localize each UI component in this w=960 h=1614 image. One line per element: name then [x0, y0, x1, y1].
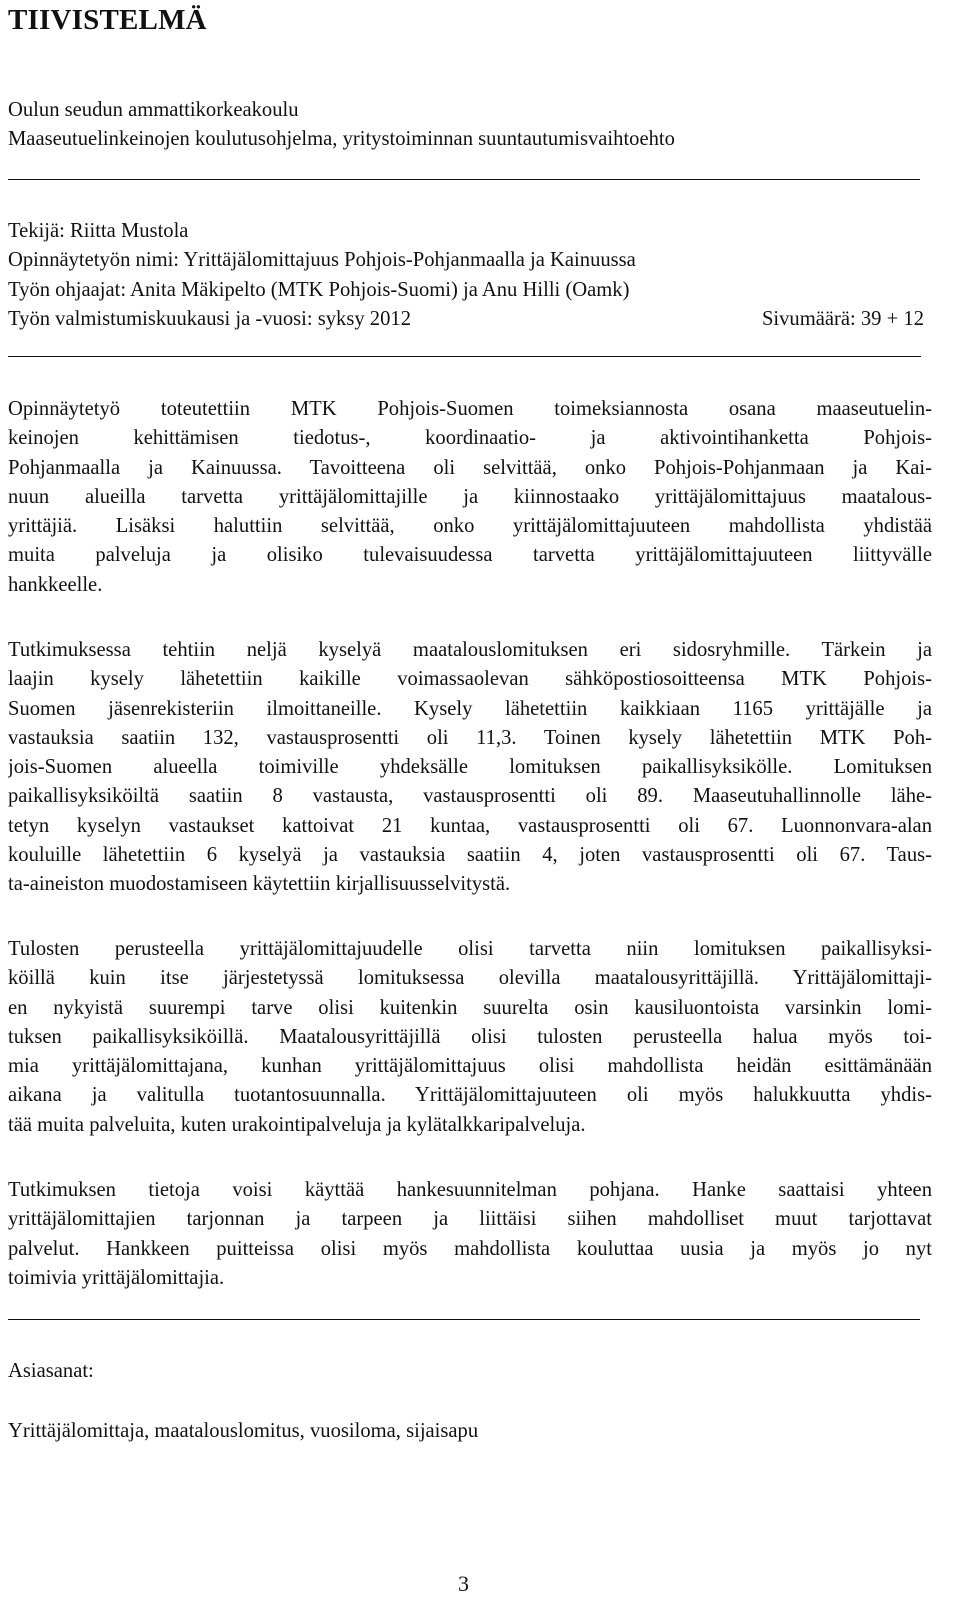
- paragraph-line: tuksen paikallisyksiköillä. Maatalousyrittäjillä olisi tulosten perusteella halua myös toi-: [8, 1025, 932, 1048]
- paragraph-line: Tulosten perusteella yrittäjälomittajuudelle olisi tarvetta niin lomituksen paikallisyksi-: [8, 938, 932, 960]
- institution-name: Oulun seudun ammattikorkeakoulu: [8, 99, 299, 121]
- separator-rule-1: [8, 179, 920, 180]
- paragraph-line: köillä kuin itse järjestetyssä lomituksessa olevilla maatalousyrittäjillä. Yrittäjälomittaji-: [8, 967, 932, 990]
- paragraph-line: yrittäjälomittajien tarjonnan ja tarpeen ja liittäisi siihen mahdolliset muut tarjottavat: [8, 1208, 932, 1231]
- completion-line: Työn valmistumiskuukausi ja -vuosi: syksy 2012: [8, 307, 411, 330]
- paragraph-line: tetyn kyselyn vastaukset kattoivat 21 kuntaa, vastausprosentti oli 67. Luonnonvara-alan: [8, 814, 932, 837]
- paragraph-line: kouluille lähetettiin 6 kyselyä ja vastauksia saatiin 4, joten vastausprosentti oli 67. Taus-: [8, 844, 932, 867]
- separator-rule-3: [8, 1319, 920, 1320]
- page-count-line: Sivumäärä: 39 + 12: [761, 307, 924, 330]
- paragraph-line: tää muita palveluita, kuten urakointipalveluja ja kylätalkkaripalveluja.: [8, 1113, 586, 1136]
- completion-row: [8, 305, 924, 334]
- paragraph-line: palvelut. Hankkeen puitteissa olisi myös mahdollista kouluttaa uusia ja myös jo nyt: [8, 1237, 932, 1260]
- paragraph-line: ta-aineiston muodostamiseen käytettiin kirjallisuusselvitystä.: [8, 873, 511, 896]
- separator-rule-2: [8, 356, 921, 357]
- page-title: TIIVISTELMÄ: [8, 4, 207, 36]
- paragraph-line: toimivia yrittäjälomittajia.: [8, 1266, 225, 1289]
- paragraph-line: en nykyistä suurempi tarve olisi kuitenkin suurelta osin kausiluontoista varsinkin lomi-: [8, 996, 932, 1019]
- abstract-paragraph-2: [8, 636, 932, 900]
- author-line: Tekijä: Riitta Mustola: [8, 220, 189, 242]
- paragraph-line: yrittäjiä. Lisäksi haluttiin selvittää, onko yrittäjälomittajuuteen mahdollista yhdistää: [8, 515, 932, 538]
- abstract-paragraph-1: [8, 395, 932, 600]
- keywords-list: Yrittäjälomittaja, maatalouslomitus, vuosiloma, sijaisapu: [8, 1420, 479, 1442]
- paragraph-line: hankkeelle.: [8, 573, 103, 596]
- paragraph-line: jois-Suomen alueella toimiville yhdeksälle lomituksen paikallisyksikölle. Lomituksen: [8, 756, 932, 779]
- abstract-paragraph-4: [8, 1176, 932, 1293]
- abstract-paragraph-3: [8, 935, 932, 1140]
- page-number: 3: [458, 1571, 469, 1596]
- paragraph-line: aikana ja valitulla tuotantosuunnalla. Yrittäjälomittajuuteen oli myös halukkuutta yhdis-: [8, 1084, 932, 1107]
- supervisors-line: Työn ohjaajat: Anita Mäkipelto (MTK Pohjois-Suomi) ja Anu Hilli (Oamk): [8, 278, 630, 301]
- paragraph-line: keinojen kehittämisen tiedotus-, koordinaatio- ja aktivointihanketta Pohjois-: [8, 427, 932, 450]
- paragraph-line: muita palveluja ja olisiko tulevaisuudessa tarvetta yrittäjälomittajuuteen liittyvälle: [8, 544, 932, 567]
- programme-name: Maaseutuelinkeinojen koulutusohjelma, yritystoiminnan suuntautumisvaihtoehto: [8, 128, 675, 151]
- paragraph-line: laajin kysely lähetettiin kaikille voimassaolevan sähköpostiosoitteensa MTK Pohjois-: [8, 668, 932, 691]
- paragraph-line: nuun alueilla tarvetta yrittäjälomittajille ja kiinnostaako yrittäjälomittajuus maatalous-: [8, 485, 932, 508]
- thesis-title-line: Opinnäytetyön nimi: Yrittäjälomittajuus Pohjois-Pohjanmaalla ja Kainuussa: [8, 249, 636, 272]
- keywords-label: Asiasanat:: [8, 1360, 94, 1382]
- paragraph-line: Tutkimuksessa tehtiin neljä kyselyä maatalouslomituksen eri sidosryhmille. Tärkein ja: [8, 639, 932, 661]
- paragraph-line: Opinnäytetyö toteutettiin MTK Pohjois-Suomen toimeksiannosta osana maaseutuelin-: [8, 398, 932, 420]
- paragraph-line: Tutkimuksen tietoja voisi käyttää hankesuunnitelman pohjana. Hanke saattaisi yhteen: [8, 1179, 932, 1201]
- thesis-info-block: [8, 217, 924, 334]
- paragraph-line: mia yrittäjälomittajana, kunhan yrittäjälomittajuus olisi mahdollista heidän esittämänään: [8, 1055, 932, 1078]
- paragraph-line: Pohjanmaalla ja Kainuussa. Tavoitteena oli selvittää, onko Pohjois-Pohjanmaan ja Kai-: [8, 456, 932, 479]
- paragraph-line: Suomen jäsenrekisteriin ilmoittaneille. Kysely lähetettiin kaikkiaan 1165 yrittäjälle ja: [8, 697, 932, 720]
- paragraph-line: vastauksia saatiin 132, vastausprosentti oli 11,3. Toinen kysely lähetettiin MTK Poh-: [8, 726, 932, 749]
- paragraph-line: paikallisyksiköiltä saatiin 8 vastausta, vastausprosentti oli 89. Maaseutuhallinnolle lähe-: [8, 785, 932, 808]
- header-block: [8, 96, 675, 155]
